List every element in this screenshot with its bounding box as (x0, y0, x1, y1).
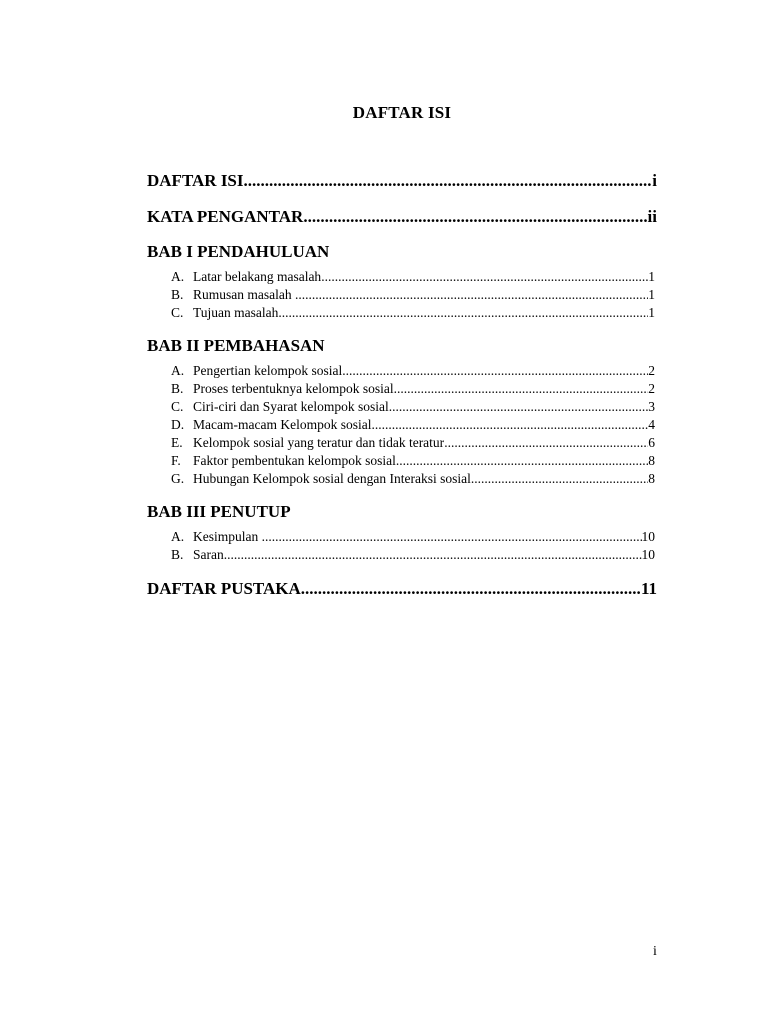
toc-entry-page: 3 (648, 399, 655, 414)
page-title: DAFTAR ISI (352, 103, 452, 122)
item-letter: A. (171, 529, 185, 544)
toc-subentry (171, 362, 655, 380)
toc-entry-label: DAFTAR ISI (147, 171, 244, 190)
toc-entry-label: Hubungan Kelompok sosial dengan Interaksi sosial (193, 471, 471, 486)
toc-subentry (171, 452, 655, 470)
dot-leader (321, 268, 648, 286)
toc-entry-label: KATA PENGANTAR (147, 207, 304, 226)
item-letter: F. (171, 453, 181, 468)
toc-subentry (171, 470, 655, 488)
toc-entry-label: Pengertian kelompok sosial (193, 363, 343, 378)
item-letter: C. (171, 305, 184, 320)
dot-leader (342, 362, 648, 380)
toc-subentry (171, 286, 655, 304)
dot-leader (394, 380, 649, 398)
dot-leader (371, 416, 648, 434)
item-letter: E. (171, 435, 183, 450)
toc-entry-label: DAFTAR PUSTAKA (147, 579, 301, 598)
toc-entry-page: 1 (648, 269, 655, 284)
toc-entry-label: Macam-macam Kelompok sosial (193, 417, 372, 432)
toc-entry-label: Tujuan masalah (193, 305, 279, 320)
toc-subentry (171, 380, 655, 398)
dot-leader (301, 578, 641, 600)
toc-subentry (171, 304, 655, 322)
toc-entry-page: 10 (641, 547, 655, 562)
toc-entry-label: Latar belakang masalah (193, 269, 322, 284)
dot-leader (262, 528, 642, 546)
dot-leader (224, 546, 642, 564)
item-letter: B. (171, 287, 184, 302)
toc-subentry (171, 546, 655, 564)
dot-leader (278, 304, 648, 322)
item-letter: C. (171, 399, 184, 414)
toc-entry-page: 8 (648, 471, 655, 486)
item-letter: A. (171, 363, 185, 378)
toc-subentry (171, 268, 655, 286)
chapter-heading-bab-1: BAB I PENDAHULUAN (147, 242, 330, 261)
dot-leader (471, 470, 648, 488)
toc-subentry (171, 416, 655, 434)
toc-entry-label: Kesimpulan (193, 529, 262, 544)
toc-entry-page: ii (647, 207, 657, 226)
toc-entry-page: 10 (641, 529, 655, 544)
item-letter: D. (171, 417, 185, 432)
dot-leader (444, 434, 648, 452)
toc-entry-label: Saran (193, 547, 224, 562)
toc-entry-page: 4 (648, 417, 655, 432)
dot-leader (396, 452, 648, 470)
toc-subentry (171, 528, 655, 546)
toc-entry-label: Ciri-ciri dan Syarat kelompok sosial (193, 399, 389, 414)
toc-entry-page: 2 (648, 381, 655, 396)
page-number: i (653, 944, 657, 959)
toc-entry-page: 2 (648, 363, 655, 378)
toc-entry-label: Faktor pembentukan kelompok sosial (193, 453, 396, 468)
toc-entry-page: i (652, 171, 657, 190)
toc-entry-label: Proses terbentuknya kelompok sosial (193, 381, 394, 396)
chapter-items-bab-1 (147, 268, 655, 322)
toc-entry-page: 8 (648, 453, 655, 468)
toc-entry-page: 1 (648, 305, 655, 320)
toc-subentry (171, 434, 655, 452)
item-letter: B. (171, 381, 184, 396)
dot-leader (303, 206, 647, 228)
toc-entry-label: Rumusan masalah (193, 287, 295, 302)
item-letter: G. (171, 471, 185, 486)
toc-entry-daftar-isi (147, 170, 657, 192)
chapter-heading-bab-3: BAB III PENUTUP (147, 502, 291, 521)
dot-leader (389, 398, 649, 416)
item-letter: B. (171, 547, 184, 562)
chapter-items-bab-2 (147, 362, 655, 488)
toc-entry-page: 6 (648, 435, 655, 450)
dot-leader (244, 170, 653, 192)
toc-entry-daftar-pustaka (147, 578, 657, 600)
toc-entry-page: 11 (640, 579, 657, 598)
table-of-contents (147, 170, 657, 600)
toc-entry-page: 1 (648, 287, 655, 302)
chapter-items-bab-3 (147, 528, 655, 564)
toc-entry-kata-pengantar (147, 206, 657, 228)
chapter-heading-bab-2: BAB II PEMBAHASAN (147, 336, 325, 355)
toc-entry-label: Kelompok sosial yang teratur dan tidak teratur (193, 435, 445, 450)
toc-subentry (171, 398, 655, 416)
dot-leader (295, 286, 648, 304)
item-letter: A. (171, 269, 185, 284)
